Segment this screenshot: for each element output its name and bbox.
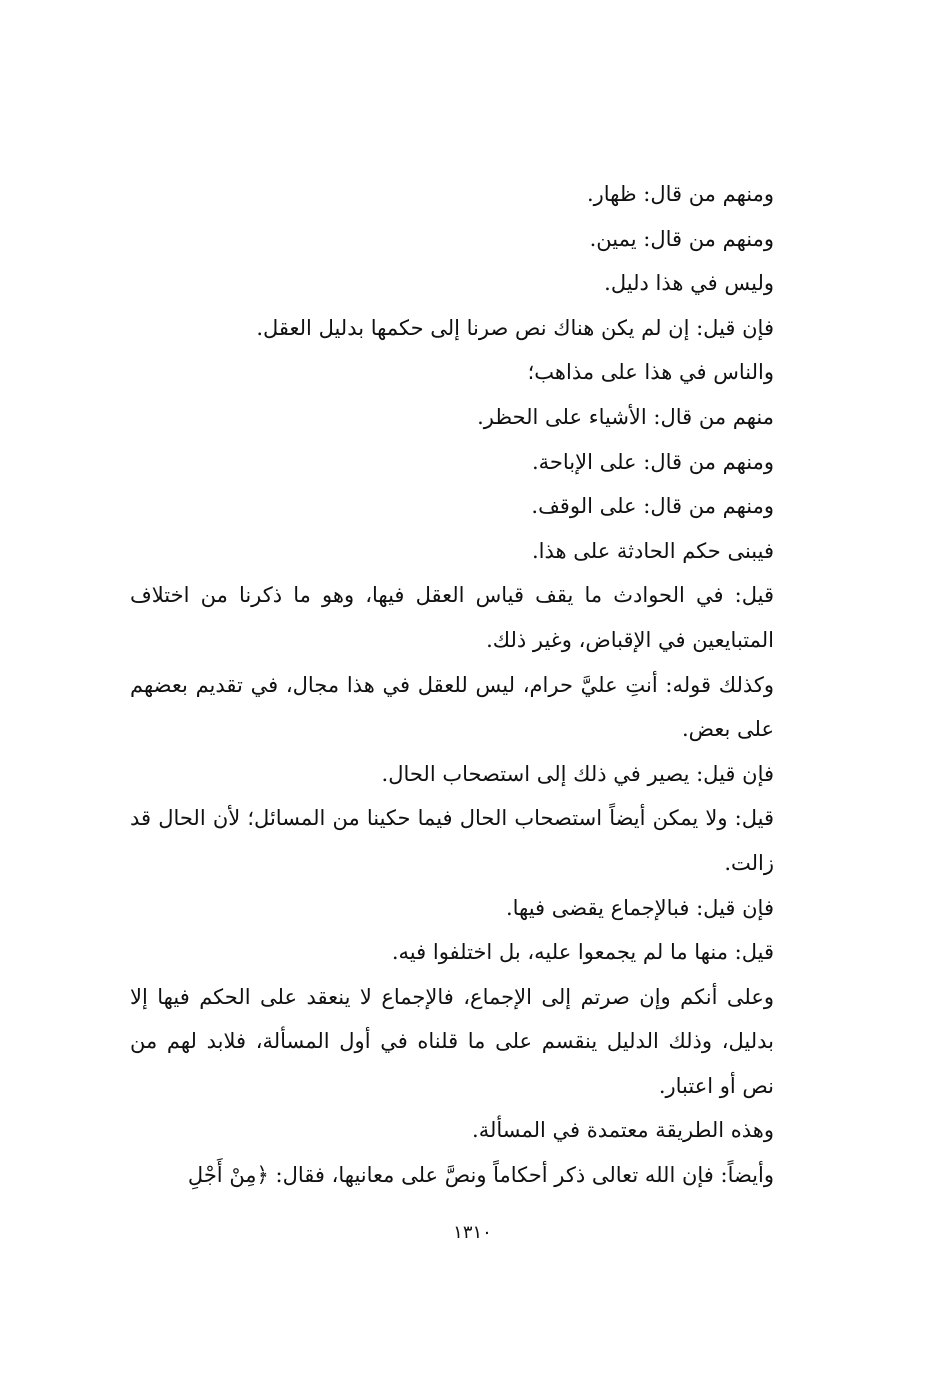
paragraph-15: قيل: منها ما لم يجمعوا عليه، بل اختلفوا فيه. bbox=[391, 940, 774, 965]
paragraph-18: وأيضاً: فإن الله تعالى ذكر أحكاماً ونصَّ على معانيها، فقال: ﴿مِنْ أَجْلِ bbox=[187, 1163, 774, 1188]
paragraph-14: فإن قيل: فبالإجماع يقضى فيها. bbox=[505, 895, 774, 920]
paragraph-11: وكذلك قوله: أنتِ عليَّ حرام، ليس للعقل في هذا مجال، في تقديم بعضهم على بعض. bbox=[130, 672, 774, 742]
paragraph-17: وهذه الطريقة معتمدة في المسألة. bbox=[472, 1118, 774, 1143]
paragraph-9: فيبنى حكم الحادثة على هذا. bbox=[531, 538, 774, 563]
paragraph-13: قيل: ولا يمكن أيضاً استصحاب الحال فيما حكينا من المسائل؛ لأن الحال قد زالت. bbox=[130, 806, 774, 875]
paragraph-4: فإن قيل: إن لم يكن هناك نص صرنا إلى حكمها بدليل العقل. bbox=[256, 315, 774, 340]
paragraph-3: وليس في هذا دليل. bbox=[604, 271, 774, 296]
page-number: ١٣١٠ bbox=[453, 1222, 492, 1243]
paragraph-5: والناس في هذا على مذاهب؛ bbox=[527, 360, 774, 385]
paragraph-7: ومنهم من قال: على الإباحة. bbox=[531, 449, 774, 474]
paragraph-12: فإن قيل: يصير في ذلك إلى استصحاب الحال. bbox=[381, 761, 774, 786]
paragraph-6: منهم من قال: الأشياء على الحظر. bbox=[477, 404, 774, 429]
paragraph-2: ومنهم من قال: يمين. bbox=[589, 226, 774, 251]
paragraph-16: وعلى أنكم وإن صرتم إلى الإجماع، فالإجماع لا ينعقد على الحكم فيها إلا بدليل، وذلك الدليل ينقسم على ما قلناه في أول المسألة، فلابد لهم من نص أو اعتبار. bbox=[130, 984, 774, 1098]
paragraph-1: ومنهم من قال: ظهار. bbox=[586, 182, 774, 206]
paragraph-8: ومنهم من قال: على الوقف. bbox=[531, 494, 774, 519]
body-text bbox=[130, 172, 810, 1198]
paragraph-10: قيل: في الحوادث ما يقف قياس العقل فيها، وهو ما ذكرنا من اختلاف المتبايعين في الإقباض، وغير ذلك. bbox=[130, 583, 774, 652]
